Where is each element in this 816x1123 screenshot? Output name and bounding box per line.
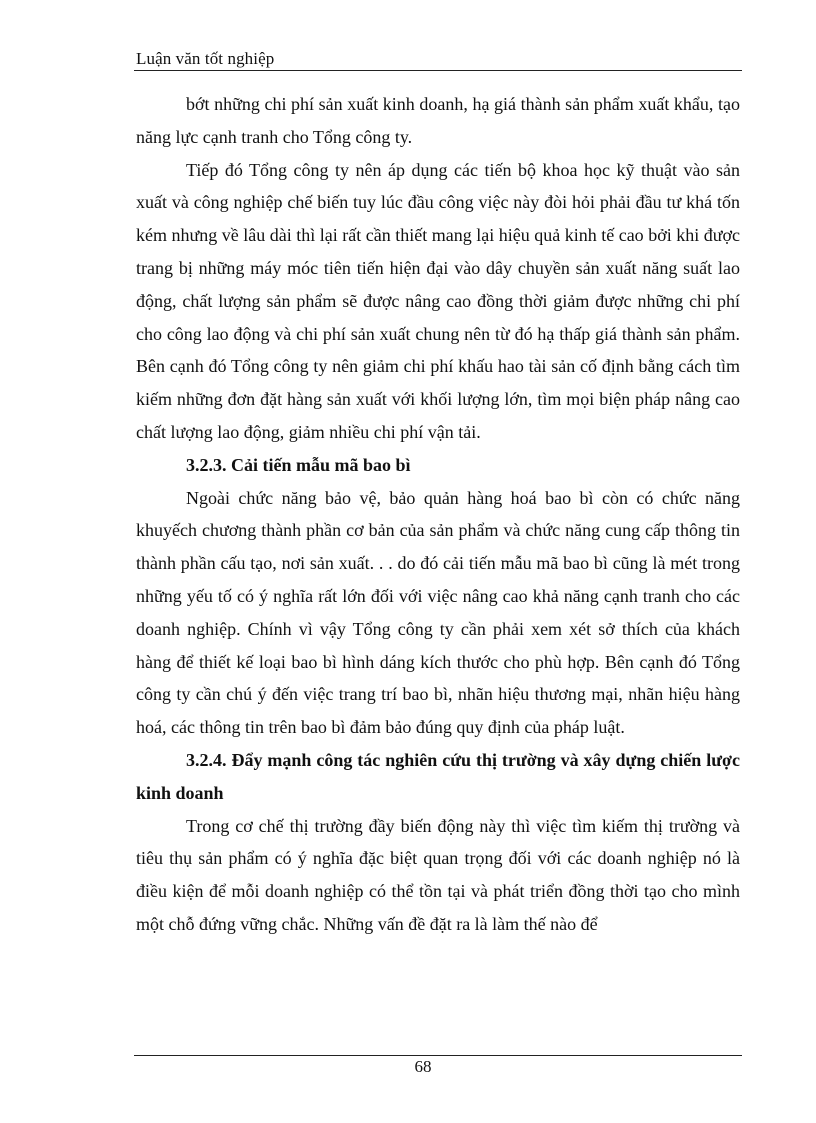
header-divider (134, 70, 742, 71)
running-header-title: Luận văn tốt nghiệp (136, 49, 275, 68)
paragraph: Tiếp đó Tổng công ty nên áp dụng các tiến bộ khoa học kỹ thuật vào sản xuất và công nghiệp chế biến tuy lúc đầu công việc này đòi hỏi phải đầu tư khá tốn kém nhưng về lâu dài thì lại rất cần thiết mang lại hiệu quả kinh tế cao bởi khi được trang bị những máy móc tiên tiến hiện đại vào dây chuyền sản xuất năng suất lao động, chất lượng sản phẩm sẽ được nâng cao đồng thời giảm được những chi phí cho công lao động và chi phí sản xuất chung nên từ đó hạ thấp giá thành sản phẩm. Bên cạnh đó Tổng công ty nên giảm chi phí khấu hao tài sản cố định bằng cách tìm kiếm những đơn đặt hàng sản xuất với khối lượng lớn, tìm mọi biện pháp nâng cao chất lượng lao động, giảm nhiều chi phí vận tải. (136, 159, 740, 442)
footer-divider (134, 1055, 742, 1056)
section-heading: 3.2.4. Đẩy mạnh công tác nghiên cứu thị trường và xây dựng chiến lược kinh doanh (136, 749, 740, 803)
page-body (136, 88, 740, 941)
paragraph: Ngoài chức năng bảo vệ, bảo quản hàng hoá bao bì còn có chức năng khuyếch chương thành phần cơ bản của sản phẩm và chức năng cung cấp thông tin thành phần cấu tạo, nơi sản xuất. . . do đó cải tiến mẫu mã bao bì cũng là mét trong những yếu tố có ý nghĩa rất lớn đối với việc nâng cao khả năng cạnh tranh cho các doanh nghiệp. Chính vì vậy Tổng công ty cần phải xem xét sở thích của khách hàng để thiết kế loại bao bì hình dáng kích thước cho phù hợp. Bên cạnh đó Tổng công ty cần chú ý đến việc trang trí bao bì, nhãn hiệu thương mại, nhãn hiệu hàng hoá, các thông tin trên bao bì đảm bảo đúng quy định của pháp luật. (136, 487, 740, 738)
section-heading: 3.2.3. Cải tiến mẫu mã bao bì (186, 454, 411, 475)
paragraph: bớt những chi phí sản xuất kinh doanh, hạ giá thành sản phẩm xuất khẩu, tạo năng lực cạnh tranh cho Tổng công ty. (136, 94, 740, 147)
page-number: 68 (414, 1057, 432, 1076)
paragraph: Trong cơ chế thị trường đầy biến động này thì việc tìm kiếm thị trường và tiêu thụ sản phẩm có ý nghĩa đặc biệt quan trọng đối với các doanh nghiệp nó là điều kiện để mỗi doanh nghiệp có thể tồn tại và phát triển đồng thời tạo cho mình một chỗ đứng vững chắc. Những vấn đề đặt ra là làm thế nào để (136, 815, 740, 934)
